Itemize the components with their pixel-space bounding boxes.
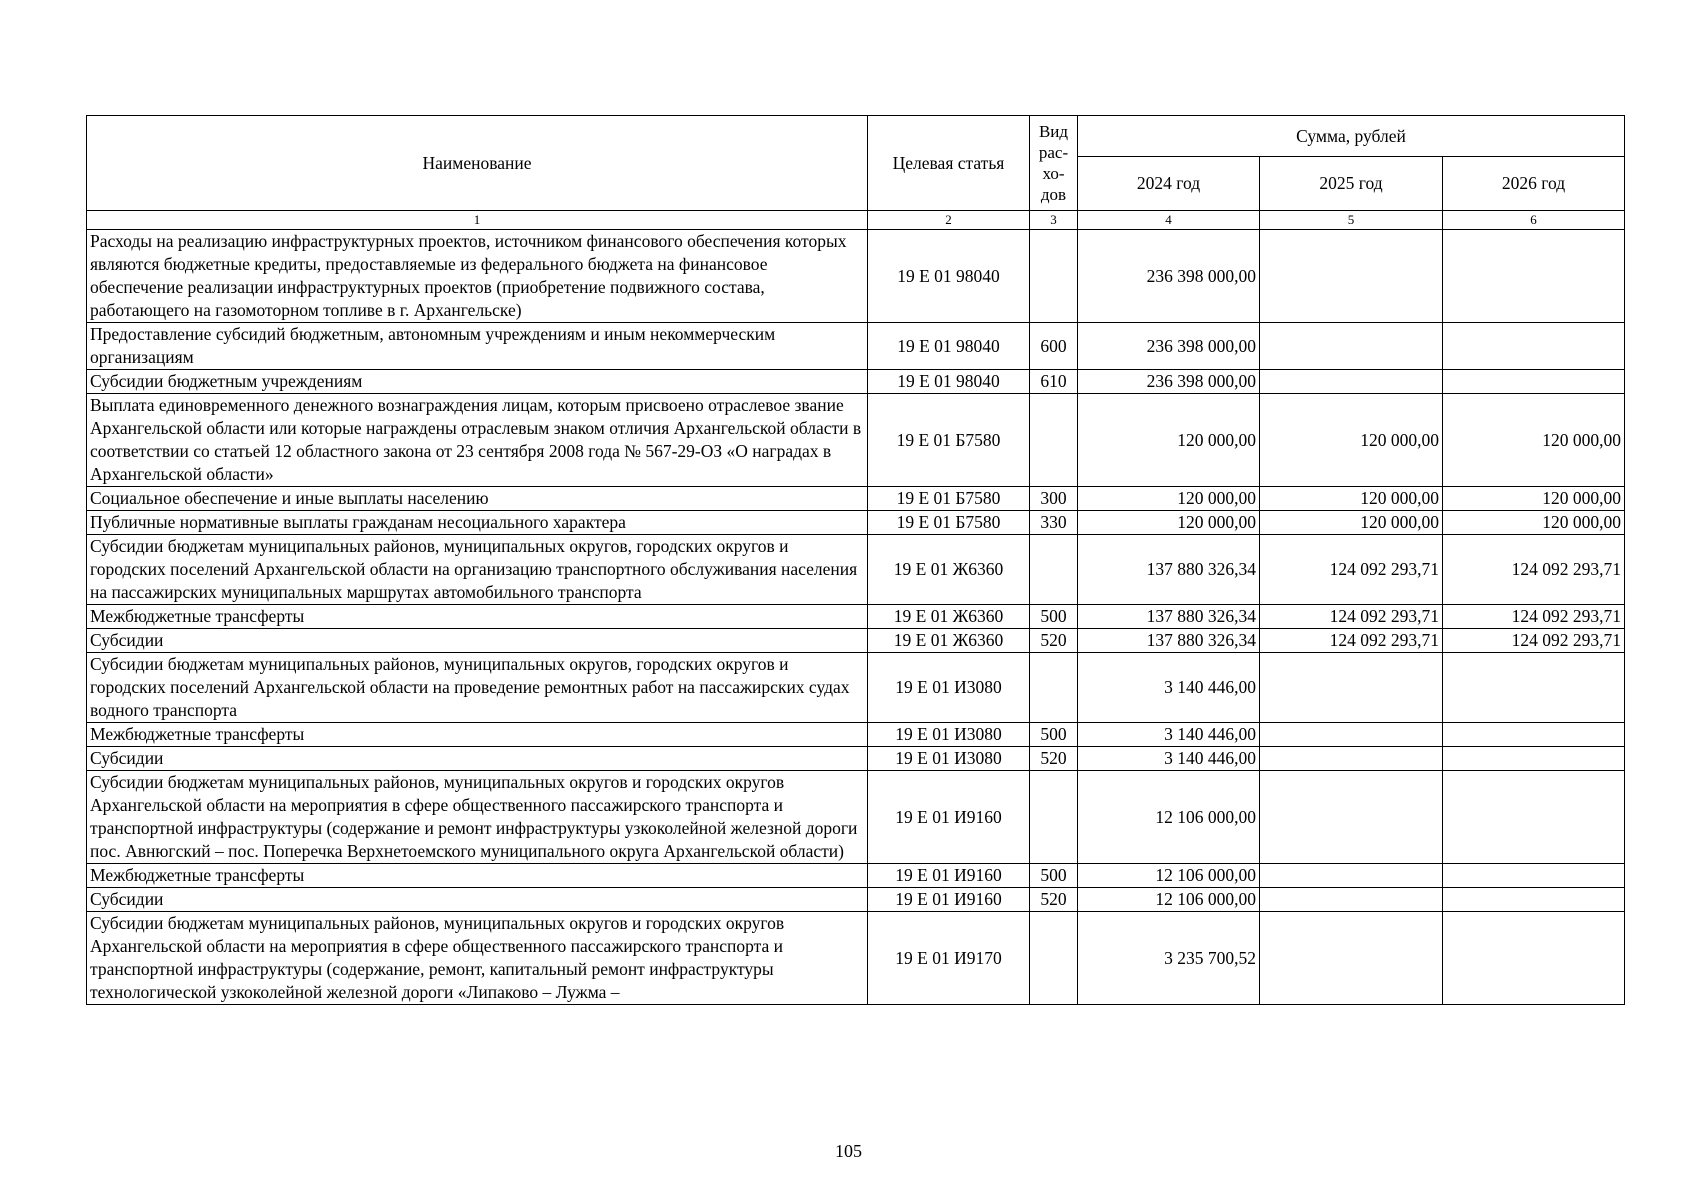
table-row (87, 864, 1625, 888)
row-expense-type (1030, 912, 1078, 1005)
row-expense-type: 500 (1030, 605, 1078, 629)
row-amount-2026 (1443, 864, 1625, 888)
row-amount-2026: 120 000,00 (1443, 487, 1625, 511)
table-row (87, 605, 1625, 629)
header-expense-type-line: Вид (1038, 122, 1069, 141)
row-target-code: 19 Е 01 Б7580 (868, 394, 1030, 487)
row-target-code: 19 Е 01 Ж6360 (868, 535, 1030, 605)
table-row (87, 653, 1625, 723)
table-row (87, 747, 1625, 771)
row-amount-2025: 124 092 293,71 (1260, 605, 1443, 629)
row-amount-2026 (1443, 653, 1625, 723)
row-amount-2025: 124 092 293,71 (1260, 535, 1443, 605)
row-amount-2024: 3 140 446,00 (1078, 723, 1260, 747)
row-target-code: 19 Е 01 Б7580 (868, 487, 1030, 511)
row-amount-2026 (1443, 370, 1625, 394)
budget-table (86, 115, 1625, 1005)
row-target-code: 19 Е 01 98040 (868, 323, 1030, 370)
row-name: Субсидии (87, 888, 868, 912)
row-amount-2024: 236 398 000,00 (1078, 230, 1260, 323)
row-amount-2025 (1260, 323, 1443, 370)
column-number: 3 (1030, 211, 1078, 230)
row-expense-type (1030, 771, 1078, 864)
row-amount-2025 (1260, 912, 1443, 1005)
column-number: 4 (1078, 211, 1260, 230)
row-target-code: 19 Е 01 98040 (868, 230, 1030, 323)
row-name: Выплата единовременного денежного вознаграждения лицам, которым присвоено отраслевое звание Архангельской области или которые награждены отраслевым знаком отличия Архангельской области в соответствии со статьей 12 областного закона от 23 сентября 2008 года № 567-29-ОЗ «О наградах в Архангельской области» (87, 394, 868, 487)
row-expense-type (1030, 653, 1078, 723)
header-expense-type-line: хо- (1042, 164, 1065, 183)
row-expense-type: 330 (1030, 511, 1078, 535)
table-row (87, 888, 1625, 912)
row-name: Публичные нормативные выплаты гражданам несоциального характера (87, 511, 868, 535)
row-amount-2026: 120 000,00 (1443, 394, 1625, 487)
row-name: Субсидии бюджетам муниципальных районов, муниципальных округов, городских округов и городских поселений Архангельской области на организацию транспортного обслуживания населения на пассажирских муниципальных маршрутах автомобильного транспорта (87, 535, 868, 605)
row-target-code: 19 Е 01 Б7580 (868, 511, 1030, 535)
header-year-2024: 2024 год (1078, 157, 1260, 211)
column-numbers-row (87, 211, 1625, 230)
row-name: Субсидии бюджетам муниципальных районов, муниципальных округов, городских округов и городских поселений Архангельской области на проведение ремонтных работ на пассажирских судах водного транспорта (87, 653, 868, 723)
row-name: Субсидии бюджетам муниципальных районов, муниципальных округов и городских округов Архангельской области на мероприятия в сфере общественного пассажирского транспорта и транспортной инфраструктуры (содержание и ремонт инфраструктуры узкоколейной железной дороги пос. Авнюгский – пос. Поперечка Верхнетоемского муниципального округа Архангельской области) (87, 771, 868, 864)
row-amount-2025 (1260, 653, 1443, 723)
row-amount-2024: 236 398 000,00 (1078, 370, 1260, 394)
row-amount-2026 (1443, 771, 1625, 864)
row-amount-2026: 124 092 293,71 (1443, 535, 1625, 605)
row-target-code: 19 Е 01 И3080 (868, 723, 1030, 747)
row-amount-2025 (1260, 230, 1443, 323)
column-number: 6 (1443, 211, 1625, 230)
table-row (87, 230, 1625, 323)
row-name: Субсидии (87, 747, 868, 771)
header-year-2026: 2026 год (1443, 157, 1625, 211)
header-expense-type (1030, 116, 1078, 211)
header-sum: Сумма, рублей (1078, 116, 1625, 157)
row-target-code: 19 Е 01 И3080 (868, 747, 1030, 771)
row-expense-type (1030, 535, 1078, 605)
row-name: Межбюджетные трансферты (87, 864, 868, 888)
header-name: Наименование (87, 116, 868, 211)
row-amount-2026 (1443, 230, 1625, 323)
column-number: 5 (1260, 211, 1443, 230)
row-amount-2026 (1443, 323, 1625, 370)
row-amount-2024: 12 106 000,00 (1078, 864, 1260, 888)
row-amount-2024: 236 398 000,00 (1078, 323, 1260, 370)
table-row (87, 487, 1625, 511)
row-amount-2025 (1260, 864, 1443, 888)
row-target-code: 19 Е 01 И9160 (868, 888, 1030, 912)
row-expense-type (1030, 394, 1078, 487)
row-amount-2024: 3 140 446,00 (1078, 747, 1260, 771)
row-amount-2025: 124 092 293,71 (1260, 629, 1443, 653)
header-target: Целевая статья (868, 116, 1030, 211)
row-amount-2025: 120 000,00 (1260, 511, 1443, 535)
row-target-code: 19 Е 01 98040 (868, 370, 1030, 394)
header-year-2025: 2025 год (1260, 157, 1443, 211)
column-number: 1 (87, 211, 868, 230)
row-amount-2024: 120 000,00 (1078, 394, 1260, 487)
row-name: Предоставление субсидий бюджетным, автономным учреждениям и иным некоммерческим организациям (87, 323, 868, 370)
row-target-code: 19 Е 01 И3080 (868, 653, 1030, 723)
row-expense-type: 520 (1030, 747, 1078, 771)
table-row (87, 394, 1625, 487)
row-amount-2025 (1260, 771, 1443, 864)
table-row (87, 535, 1625, 605)
row-amount-2024: 3 140 446,00 (1078, 653, 1260, 723)
row-amount-2026: 124 092 293,71 (1443, 605, 1625, 629)
row-amount-2024: 120 000,00 (1078, 487, 1260, 511)
table-row (87, 629, 1625, 653)
row-name: Социальное обеспечение и иные выплаты населению (87, 487, 868, 511)
row-target-code: 19 Е 01 И9160 (868, 771, 1030, 864)
row-amount-2024: 137 880 326,34 (1078, 605, 1260, 629)
row-target-code: 19 Е 01 Ж6360 (868, 605, 1030, 629)
column-number: 2 (868, 211, 1030, 230)
row-amount-2025 (1260, 370, 1443, 394)
row-expense-type (1030, 230, 1078, 323)
row-amount-2025: 120 000,00 (1260, 487, 1443, 511)
row-expense-type: 610 (1030, 370, 1078, 394)
row-target-code: 19 Е 01 Ж6360 (868, 629, 1030, 653)
row-amount-2024: 137 880 326,34 (1078, 535, 1260, 605)
row-target-code: 19 Е 01 И9160 (868, 864, 1030, 888)
row-amount-2026 (1443, 723, 1625, 747)
row-expense-type: 500 (1030, 864, 1078, 888)
row-amount-2025: 120 000,00 (1260, 394, 1443, 487)
row-amount-2026 (1443, 888, 1625, 912)
row-amount-2025 (1260, 888, 1443, 912)
row-amount-2025 (1260, 747, 1443, 771)
row-expense-type: 300 (1030, 487, 1078, 511)
table-row (87, 723, 1625, 747)
row-expense-type: 500 (1030, 723, 1078, 747)
row-amount-2026 (1443, 747, 1625, 771)
table-body (87, 230, 1625, 1005)
row-amount-2024: 3 235 700,52 (1078, 912, 1260, 1005)
row-amount-2026 (1443, 912, 1625, 1005)
row-name: Субсидии бюджетам муниципальных районов, муниципальных округов и городских округов Архангельской области на мероприятия в сфере общественного пассажирского транспорта и транспортной инфраструктуры (содержание, ремонт, капитальный ремонт инфраструктуры технологической узкоколейной железной дороги «Липаково – Лужма – (87, 912, 868, 1005)
table-row (87, 912, 1625, 1005)
row-amount-2024: 12 106 000,00 (1078, 771, 1260, 864)
row-amount-2024: 12 106 000,00 (1078, 888, 1260, 912)
row-name: Межбюджетные трансферты (87, 605, 868, 629)
row-expense-type: 600 (1030, 323, 1078, 370)
row-name: Субсидии бюджетным учреждениям (87, 370, 868, 394)
table-row (87, 370, 1625, 394)
row-name: Расходы на реализацию инфраструктурных проектов, источником финансового обеспечения которых являются бюджетные кредиты, предоставляемые из федерального бюджета на финансовое обеспечение реализации инфраструктурных проектов (приобретение подвижного состава, работающего на газомоторном топливе в г. Архангельске) (87, 230, 868, 323)
row-amount-2025 (1260, 723, 1443, 747)
row-expense-type: 520 (1030, 629, 1078, 653)
row-expense-type: 520 (1030, 888, 1078, 912)
row-name: Межбюджетные трансферты (87, 723, 868, 747)
table-row (87, 323, 1625, 370)
row-amount-2026: 124 092 293,71 (1443, 629, 1625, 653)
row-target-code: 19 Е 01 И9170 (868, 912, 1030, 1005)
row-name: Субсидии (87, 629, 868, 653)
table-row (87, 511, 1625, 535)
table-header (87, 116, 1625, 230)
header-expense-type-line: дов (1040, 185, 1067, 204)
row-amount-2024: 137 880 326,34 (1078, 629, 1260, 653)
page-number: 105 (835, 1141, 862, 1161)
row-amount-2024: 120 000,00 (1078, 511, 1260, 535)
header-expense-type-line: рас- (1038, 143, 1069, 162)
row-amount-2026: 120 000,00 (1443, 511, 1625, 535)
table-row (87, 771, 1625, 864)
